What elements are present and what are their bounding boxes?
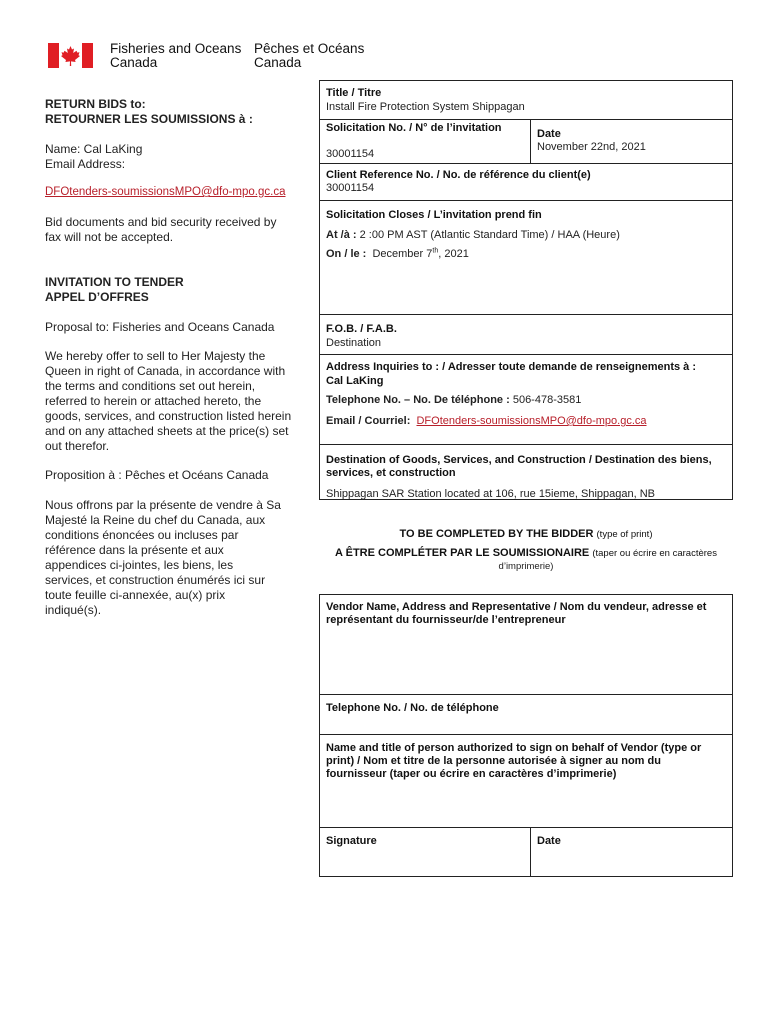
vendor-label-line1: Vendor Name, Address and Representative / Nom du vendeur, adresse et xyxy=(326,601,707,613)
dept-fr-line2: Canada xyxy=(254,55,302,70)
client-ref-label: Client Reference No. / No. de référence du client(e) xyxy=(326,169,591,181)
authorized-line2: print) / Nom et titre de la personne autorisée à signer au nom du xyxy=(326,755,661,767)
bid-note-line1: Bid documents and bid security received by xyxy=(45,215,277,229)
divider xyxy=(319,119,733,120)
return-bids-fr: RETOURNER LES SOUMISSIONS à : xyxy=(45,112,253,126)
offer-en-line: Queen in right of Canada, in accordance with xyxy=(45,364,286,378)
return-bids-en: RETURN BIDS to: xyxy=(45,97,146,111)
bidder-box xyxy=(319,594,733,877)
offer-en-line: referred to herein or attached hereto, the xyxy=(45,394,262,408)
bidder-heading-en-text: TO BE COMPLETED BY THE BIDDER xyxy=(399,528,594,540)
destination-label-line2: services, et construction xyxy=(326,467,456,479)
department-name-en xyxy=(110,42,241,70)
offer-en-line: and on any attached sheets at the price(s) set xyxy=(45,424,289,438)
phone-label: Telephone No. – No. De téléphone : xyxy=(326,394,510,406)
solicitation-label: Solicitation No. / N° de l’invitation xyxy=(326,122,502,134)
authorized-line1: Name and title of person authorized to sign on behalf of Vendor (type or xyxy=(326,742,702,754)
telephone-field[interactable]: Telephone No. / No. de téléphone xyxy=(326,702,499,714)
on-value xyxy=(372,248,468,260)
offer-en-line: out therefor. xyxy=(45,439,110,453)
date-label: Date xyxy=(537,128,561,140)
offer-fr-line: Nous offrons par la présente de vendre à Sa xyxy=(45,498,281,512)
dept-en-line1: Fisheries and Oceans xyxy=(110,41,242,56)
divider xyxy=(319,444,733,445)
invitation-en: INVITATION TO TENDER xyxy=(45,275,184,289)
dept-en-line2: Canada xyxy=(110,55,158,70)
inquiries-label: Address Inquiries to : / Adresser toute demande de renseignements à : xyxy=(326,361,697,373)
invitation-heading xyxy=(45,275,184,305)
title-value: Install Fire Protection System Shippagan xyxy=(326,101,525,113)
offer-fr xyxy=(45,498,310,618)
email-label: Email / Courriel: xyxy=(326,415,411,427)
bidder-heading-fr-text: A ÊTRE COMPLÉTER PAR LE SOUMISSIONAIRE xyxy=(335,547,590,559)
bid-note xyxy=(45,215,276,245)
divider xyxy=(319,827,733,828)
on-value-prefix: December 7 xyxy=(372,248,433,260)
divider xyxy=(319,694,733,695)
offer-fr-line: indiqué(s). xyxy=(45,603,102,617)
signature-field[interactable]: Signature xyxy=(326,835,377,847)
email-row xyxy=(326,415,647,428)
email-link[interactable]: DFOtenders-soumissionsMPO@dfo-mpo.gc.ca xyxy=(416,415,647,427)
offer-en-line: We hereby offer to sell to Her Majesty the xyxy=(45,349,266,363)
offer-fr-line: toute feuille ci-annexée, au(x) prix xyxy=(45,588,226,602)
fob-value: Destination xyxy=(326,337,382,349)
canada-flag-logo xyxy=(48,43,93,68)
bidder-heading-en-note: (type of print) xyxy=(596,529,653,540)
divider xyxy=(530,119,531,163)
client-ref-value: 30001154 xyxy=(326,182,375,194)
on-label: On / le : xyxy=(326,248,367,260)
authorized-person-field[interactable] xyxy=(326,742,701,781)
offer-fr-line: conditions énoncées ou incluses par xyxy=(45,528,239,542)
tender-details-box xyxy=(319,80,733,500)
closes-label: Solicitation Closes / L’invitation prend fin xyxy=(326,209,542,221)
bidder-heading-en xyxy=(319,528,733,541)
proposal-fr: Proposition à : Pêches et Océans Canada xyxy=(45,468,269,482)
offer-fr-line: appendices ci-jointes, les biens, les xyxy=(45,558,234,572)
return-bids-heading xyxy=(45,97,253,127)
divider xyxy=(530,827,531,877)
offer-en-line: the terms and conditions set out herein, xyxy=(45,379,256,393)
contact-name: Name: Cal LaKing xyxy=(45,142,143,156)
offer-en-line: goods, services, and construction listed herein xyxy=(45,409,292,423)
destination-label xyxy=(326,454,712,480)
offer-fr-line: services, et construction énumérés ici sur xyxy=(45,573,266,587)
bidder-heading-fr xyxy=(319,547,733,560)
phone-value: 506-478-3581 xyxy=(512,394,582,406)
closes-on xyxy=(326,248,469,261)
email-address-label: Email Address: xyxy=(45,157,126,171)
vendor-label-line2: représentant du fournisseur/de l’entrepreneur xyxy=(326,614,566,626)
destination-label-line1: Destination of Goods, Services, and Construction / Destination des biens, xyxy=(326,454,712,466)
offer-en xyxy=(45,349,310,454)
bidder-heading-fr-note2: d’imprimerie) xyxy=(498,561,554,572)
phone-row xyxy=(326,394,581,407)
department-name-fr xyxy=(254,42,364,70)
bid-note-line2: fax will not be accepted. xyxy=(45,230,174,244)
closes-at xyxy=(326,229,620,242)
divider xyxy=(319,314,733,315)
title-label: Title / Titre xyxy=(326,87,382,99)
at-label: At /à : xyxy=(326,229,357,241)
divider xyxy=(319,354,733,355)
proposal-en: Proposal to: Fisheries and Oceans Canada xyxy=(45,320,275,334)
divider xyxy=(319,200,733,201)
vendor-field[interactable] xyxy=(326,601,706,627)
dept-fr-line1: Pêches et Océans xyxy=(254,41,365,56)
divider xyxy=(319,163,733,164)
fob-label: F.O.B. / F.A.B. xyxy=(326,323,397,335)
solicitation-value: 30001154 xyxy=(326,148,375,160)
date-value: November 22nd, 2021 xyxy=(537,141,646,153)
at-value: 2 :00 PM AST (Atlantic Standard Time) / HAA (Heure) xyxy=(359,229,620,241)
signature-date-field[interactable]: Date xyxy=(537,835,561,847)
on-value-suffix: , 2021 xyxy=(438,248,469,260)
offer-fr-line: Majesté la Reine du chef du Canada, aux xyxy=(45,513,266,527)
bidder-heading-fr-note: (taper ou écrire en caractères xyxy=(592,548,717,559)
divider xyxy=(319,734,733,735)
inquiries-value: Cal LaKing xyxy=(326,375,384,387)
authorized-line3: fournisseur (taper ou écrire en caractères d’imprimerie) xyxy=(326,768,617,780)
invitation-fr: APPEL D’OFFRES xyxy=(45,290,149,304)
offer-fr-line: référence dans la présente et aux xyxy=(45,543,224,557)
on-value-sup: th xyxy=(432,247,439,255)
destination-value: Shippagan SAR Station located at 106, rue 15ieme, Shippagan, NB xyxy=(326,488,656,500)
email-address-link[interactable]: DFOtenders-soumissionsMPO@dfo-mpo.gc.ca xyxy=(45,186,286,198)
